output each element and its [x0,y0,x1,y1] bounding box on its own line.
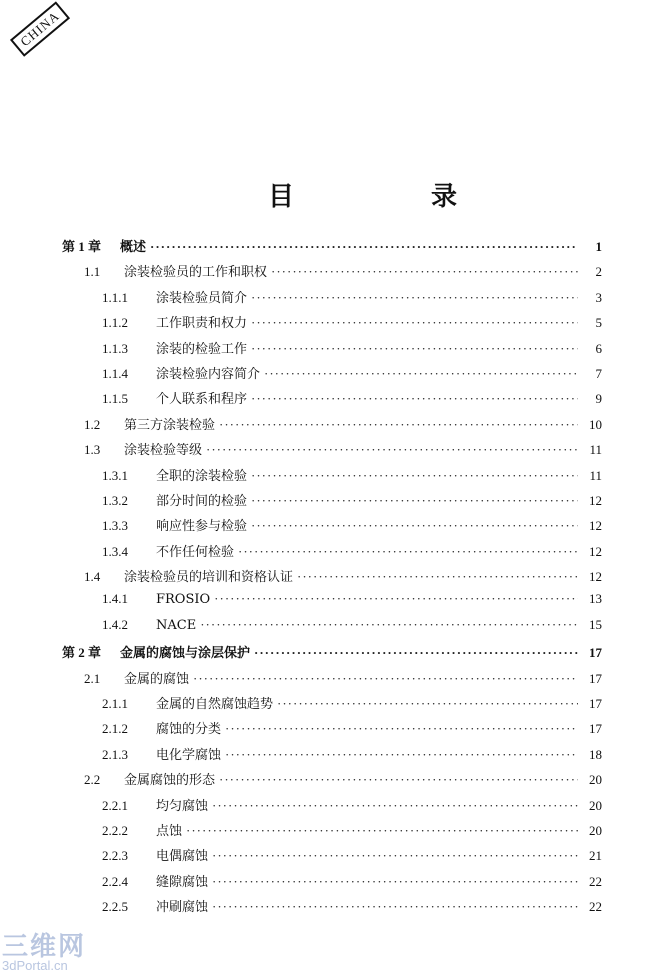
china-stamp: CHINA [10,1,70,57]
toc-entry-number: 1.4.2 [102,616,128,632]
toc-leader-dots [225,721,578,737]
toc-leader-dots [200,617,578,633]
toc-leader-dots [251,391,578,407]
toc-leader-dots [251,468,578,484]
toc-entry-row[interactable] [62,617,602,642]
toc-chapter-row[interactable] [62,236,602,261]
toc-leader-dots [225,747,578,763]
toc-entry-number: 1.1.1 [102,289,128,305]
toc-page-number: 17 [589,721,602,737]
toc-entry-row[interactable] [62,388,602,413]
toc-entry-row[interactable] [62,795,602,820]
toc-entry-number: 1.1.3 [102,340,128,356]
toc-entry-number: 2.1.1 [102,696,128,712]
toc-leader-dots [206,442,578,458]
toc-leader-dots [277,696,578,712]
toc-leader-dots [193,671,578,687]
toc-page-number: 11 [589,442,602,458]
toc-entry-row[interactable] [62,693,602,718]
toc-entry-number: 第 1 章 [62,239,102,254]
toc-leader-dots [251,341,578,357]
toc-entry-label: 涂装检验等级 [124,443,203,459]
toc-entry-label: 缝隙腐蚀 [156,874,209,890]
toc-page-number: 12 [589,569,602,585]
toc-page-number: 13 [589,591,602,607]
toc-entry-label: 腐蚀的分类 [156,722,222,738]
toc-leader-dots [238,544,578,560]
toc-entry-label: 涂装检验员简介 [156,290,248,306]
toc-page-number: 15 [589,616,602,632]
toc-page-number: 5 [595,315,602,331]
toc-entry-number: 2.1.3 [102,746,128,762]
toc-page-number: 18 [589,746,602,762]
toc-page-number: 17 [589,696,602,712]
toc-page-number: 2 [595,264,602,280]
toc-entry-label: FROSIO [156,592,211,608]
toc-entry-label: NACE [156,617,197,633]
toc-entry-label: 均匀腐蚀 [156,798,209,814]
table-of-contents [62,236,602,922]
toc-entry-label: 部分时间的检验 [156,493,248,509]
toc-page-number: 12 [589,518,602,534]
toc-entry-label: 个人联系和程序 [156,392,248,408]
toc-entry-row[interactable] [62,465,602,490]
toc-entry-label: 全职的涂装检验 [156,468,248,484]
watermark-logo [2,933,86,973]
toc-page-number: 21 [589,848,602,864]
toc-leader-dots [251,315,578,331]
toc-leader-dots [212,874,578,890]
toc-chapter-row[interactable] [62,642,602,667]
toc-entry-row[interactable] [62,541,602,566]
toc-page-number: 12 [589,543,602,559]
toc-entry-row[interactable] [62,591,602,616]
toc-page-number: 20 [589,772,602,788]
toc-entry-label: 涂装检验员的培训和资格认证 [124,570,294,586]
toc-entry-number: 2.1.2 [102,721,128,737]
toc-leader-dots [186,823,578,839]
toc-entry-number: 2.2.3 [102,848,128,864]
toc-entry-label: 工作职责和权力 [156,316,248,332]
toc-page-number: 7 [595,365,602,381]
toc-entry-row[interactable] [62,363,602,388]
toc-entry-label: 概述 [120,240,147,255]
toc-entry-number: 1.3.1 [102,467,128,483]
toc-page-number: 1 [595,239,602,254]
toc-entry-row[interactable] [62,820,602,845]
toc-entry-number: 1.1 [84,264,101,280]
watermark-line2: 3dPortal.cn [2,958,68,973]
toc-entry-label: 金属的腐蚀 [124,671,190,687]
toc-entry-row[interactable] [62,769,602,794]
toc-entry-row[interactable] [62,439,602,464]
toc-leader-dots [212,848,578,864]
toc-entry-label: 金属腐蚀的形态 [124,773,216,789]
toc-page-number: 3 [595,289,602,305]
toc-entry-number: 1.3.2 [102,492,128,508]
toc-leader-dots [271,264,578,280]
toc-page-number: 10 [589,416,602,432]
toc-entry-label: 电偶腐蚀 [156,849,209,865]
toc-entry-row[interactable] [62,414,602,439]
toc-entry-number: 1.1.2 [102,315,128,331]
toc-entry-row[interactable] [62,490,602,515]
toc-entry-number: 1.3 [84,442,101,458]
toc-entry-row[interactable] [62,718,602,743]
toc-entry-label: 涂装的检验工作 [156,341,248,357]
toc-page-number: 20 [589,822,602,838]
toc-entry-label: 点蚀 [156,823,183,839]
page-title: 目 录 [267,182,522,212]
toc-page-number: 12 [589,492,602,508]
toc-leader-dots [254,645,578,661]
toc-page-number: 22 [589,873,602,889]
toc-page-number: 6 [595,340,602,356]
toc-leader-dots [150,239,578,255]
toc-leader-dots [219,772,578,788]
toc-entry-number: 2.1 [84,670,101,686]
toc-entry-row[interactable] [62,312,602,337]
toc-entry-row[interactable] [62,261,602,286]
toc-entry-row[interactable] [62,871,602,896]
toc-entry-label: 金属的腐蚀与涂层保护 [120,646,251,662]
toc-entry-label: 涂装检验内容简介 [156,366,261,382]
toc-entry-row[interactable] [62,845,602,870]
toc-entry-label: 不作任何检验 [156,544,235,560]
toc-leader-dots [212,798,578,814]
toc-page-number: 17 [589,645,602,661]
toc-leader-dots [297,569,578,585]
toc-page-number: 17 [589,670,602,686]
toc-entry-number: 1.1.4 [102,365,128,381]
toc-entry-label: 涂装检验员的工作和职权 [124,265,268,281]
toc-entry-number: 1.3.3 [102,518,128,534]
toc-leader-dots [219,417,578,433]
toc-leader-dots [251,493,578,509]
toc-entry-row[interactable] [62,566,602,591]
toc-leader-dots [251,290,578,306]
toc-entry-number: 第 2 章 [62,645,102,661]
toc-entry-number: 1.4.1 [102,591,128,607]
toc-entry-number: 2.2.2 [102,822,128,838]
toc-entry-number: 1.1.5 [102,391,128,407]
toc-entry-row[interactable] [62,744,602,769]
watermark-line1: 三维网 [2,931,87,961]
toc-page-number: 20 [589,797,602,813]
toc-entry-row[interactable] [62,287,602,312]
toc-leader-dots [251,518,578,534]
toc-entry-row[interactable] [62,668,602,693]
toc-entry-number: 1.2 [84,416,101,432]
toc-entry-label: 第三方涂装检验 [124,417,216,433]
toc-entry-row[interactable] [62,338,602,363]
toc-entry-label: 金属的自然腐蚀趋势 [156,697,274,713]
toc-entry-label: 电化学腐蚀 [156,747,222,763]
toc-entry-number: 2.2.1 [102,797,128,813]
toc-entry-row[interactable] [62,896,602,921]
toc-entry-number: 1.4 [84,569,101,585]
toc-entry-number: 2.2 [84,772,101,788]
toc-entry-label: 冲刷腐蚀 [156,900,209,916]
toc-page-number: 22 [589,899,602,915]
toc-leader-dots [214,591,578,607]
toc-entry-number: 2.2.4 [102,873,128,889]
toc-leader-dots [212,899,578,915]
toc-entry-label: 响应性参与检验 [156,519,248,535]
toc-entry-row[interactable] [62,515,602,540]
toc-leader-dots [264,366,578,382]
toc-entry-number: 1.3.4 [102,543,128,559]
toc-page-number: 9 [595,391,602,407]
toc-page-number: 11 [589,467,602,483]
toc-entry-number: 2.2.5 [102,899,128,915]
